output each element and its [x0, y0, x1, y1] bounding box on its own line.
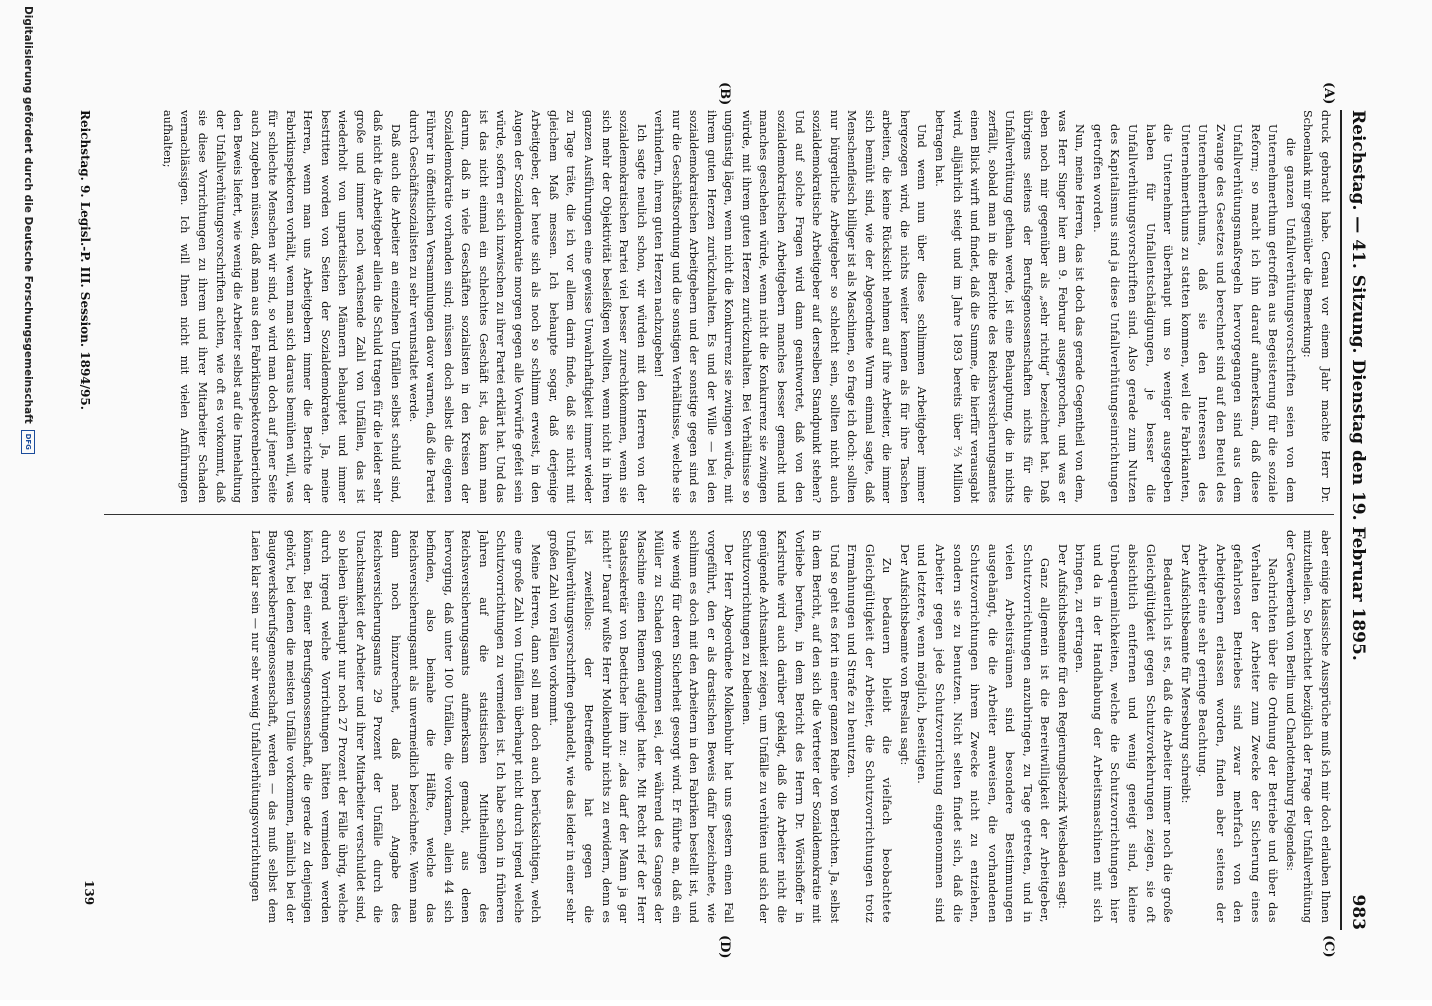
margin-marker-c: (C) [1321, 935, 1336, 958]
digitization-credit [19, 0, 37, 1006]
paragraph: Ich sagte neulich schon, wir würden mit den Herren von der sozialdemokratischen Partei viel besser zurechtkommen, wenn sie sich mehr der Objektivität besleißigen wollten, wenn nicht in ihren ganzen Ausführungen eine gewisse Unwahrhaftigkeit immer wieder zu Tage träte, die ich vor allem darin finde, daß sie nicht mit gleichem Maß messen. Ich behaupte sogar, daß derjenige Arbeitgeber, der heute sich als noch so schlimm erweist, in den Augen der Sozialdemokratie morgen gegen alle Vorwürfe gefeit sein würde, sofern er sich inzwischen zu ihrer Partei erklärt hat. Und das ist das nicht einmal ein schlechtes Geschäft ist, das kann man darum, daß in viele Geschäften sozialisten in den Kreisen der Sozialdemokratie vorhanden sind; müssen doch selbst die eigenen Führer in öffentlichen Versammlungen davor warnen, daß die Partei durch Geschäftssozialisten zu sehr verunstaltet werde. [406, 110, 648, 503]
paragraph: Der Aufsichtsbeamte für Merseburg schreibt: [1178, 544, 1192, 804]
margin-marker-d: (D) [717, 935, 732, 959]
paragraph: Der Aufsichtsbeamte für den Regierungsbezirk Wiesbaden sagt: [1055, 544, 1069, 909]
paragraph: Und so geht es fort in einer ganzen Reihe von Berichten. Ja, selbst in dem Bericht, auf den sich die Vertreter der Sozialdemokratie mit Vorliebe berufen, in dem Bericht des Herrn Dr. Wörishoffer in Karlsruhe wird auch darüber geklagt, daß die Arbeiter nicht die genügende Achtsamkeit zeigen, um Unfälle zu verhüten und sich der Schutzvorrichtungen zu bedienen. [739, 530, 841, 923]
page-header [1344, 110, 1372, 930]
signature-mark: 139 [82, 880, 96, 906]
header-rule [1340, 110, 1342, 930]
running-title: Reichstag. — 41. Sitzung. Dienstag den 19. Februar 1895. [1348, 110, 1368, 661]
paragraph: Der Herr Abgeordnete Molkenbuhr hat uns gestern einen Fall vorgeführt, den er als drastischen Beweis dafür bezeichnete, wie schlimm es doch mit den Arbeitern in den Fabriken bestellt ist, und wie wenig für deren Sicherheit gesorgt wird. Er führte an, daß ein Müller zu Schaden gekommen sei, der während des Ganges der Maschine einen Riemen aufgelegt hatte. Mit Recht rief der Herr Staatssekretär von Boetticher ihm zu: „das darf der Mann ja gar nicht!“ Darauf wußte Herr Molkenbuhr nichts zu erwidern, denn es ist zweifellos: der Betreffende hat gegen die Unfallverhütungsvorschriften gehandelt, wie das leider in einer sehr großen Zahl von Fällen vorkommt. [546, 530, 736, 923]
credit-text: Digitalisierung gefördert durch die Deutsche Forschungsgemeinschaft [22, 6, 34, 424]
paragraph: aber einige klassische Aussprüche muß ich mir doch erlauben Ihnen mitzutheilen. So berichtet bezüglich der Frage der Unfallverhütung der Gewerberath von Berlin und Charlottenburg Folgendes: [1283, 530, 1332, 923]
quoted-passage: Zu bedauern bleibt die vielfach beobachtete Gleichgültigkeit der Arbeiter, die Schutzvorrichtungen trotz Ermahnungen und Strafe zu benutzen. [845, 544, 894, 923]
quoted-passage: die ganzen Unfallverhütungsvorschriften seien von dem Unternehmerthum getroffen aus Begeisterung für die soziale Reform; so macht ich ihn darauf aufmerksam, daß diese Unfallverhütungsmaßregeln hervorgegangen sind aus dem Zwange des Gesetzes und berechnet sind auf den Beutel des Unternehmerthums, daß sie den Interessen des Unternehmerthums zu statten kommen, weil die Fabrikanten, die Unternehmer überhaupt um so weniger ausgegeben haben für Unfallentschädigungen, je besser die Unfallverhütungsvorschriften sind. Also gerade zum Nutzen des Kapitalismus sind ja diese Unfallverhütungseinrichtungen getroffen worden. [1090, 124, 1297, 503]
quoted-passage: Nachrichten über die Ordnung der Betriebe und über das Verhalten der Arbeiter zum Zwecke der Sicherung eines gefahrlosen Betriebes sind zwar mehrfach von den Arbeitgebern erlassen worden, finden aber seitens der Arbeiter eine sehr geringe Beachtung. [1196, 544, 1280, 923]
column-divider [104, 514, 1334, 515]
paragraph: druck gebracht habe. Genau vor einem Jahr machte Herr Dr. Schoenlank mir gegenüber die Bemerkung: [1301, 110, 1332, 503]
right-text-column [104, 530, 1334, 923]
paragraph: Meine Herren, dann soll man doch auch berücksichtigen, welch eine große Zahl von Unfällen überhaupt nicht durch irgend welche Schutzvorrichtungen zu vermeiden ist. Ich habe schon in früheren Jahren auf die statistischen Mittheilungen des Reichsversicherungsamts aufmerksam gemacht, aus denen hervorging, daß unter 100 Unfällen, die vorkamen, allein 44 sich befinden, also beinahe die Hälfte, welche das Reichsversicherungsamt als unvermeidlich bezeichnete. Wenn man dann noch hinzurechnet, daß nach Angabe des Reichsversicherungsamts 29 Prozent der Unfälle durch die Unachtsamkeit der Arbeiter und ihrer Mitarbeiter verschuldet sind, so bleiben überhaupt nur noch 27 Prozent der Fälle übrig, welche durch irgend welche Vorrichtungen hätten vermieden werden können. Bei einer Berufsgenossenschaft, die gerade zu denjenigen gehört, bei denen die meisten Unfälle vorkommen, nämlich bei der Baugewerksberufsgenossenschaft, werden — das muß selbst dem Laien klar sein — nur sehr wenig Unfallverhütungsvorrichtungen [248, 530, 543, 923]
quoted-passage: Ganz allgemein ist die Bereitwilligkeit der Arbeitgeber, Schutzvorrichtungen anzubringen, zu Tage getreten, und in vielen Arbeitsräumen sind besondere Bestimmungen ausgehängt, die die Arbeiter anweisen, die vorhandenen Schutzvorrichtungen ihrem Zwecke nicht zu entziehen, sondern sie zu benutzen. Nicht selten findet sich, daß die Arbeiter gegen jede Schutzvorrichtung eingenommen sind und letztere, wenn möglich, beseitigen. [915, 544, 1052, 923]
paragraph: Daß auch die Arbeiter an einzelnen Unfällen selbst schuld sind, daß nicht die Arbeitgeber allein die Schuld tragen für die leider sehr große und immer noch wachsende Zahl von Unfällen, das ist wiederholt von unparteiischen Männern behauptet und immer bestritten worden von Seiten der Sozialdemokraten. Ja, meine Herren, wenn man uns Arbeitgebern immer die Berichte der Fabrikinspektoren vorhält, wenn man sich daraus bemühen will, was für schlechte Menschen wir sind, so wird man doch auf jener Seite auch zugeben müssen, daß man aus den Fabrikinspektorenberichten den Beweis liefert, wie wenig die Arbeiter selbst auf die Innehaltung der Unfallverhütungsvorschriften achten, wie oft es vorkommt, daß sie diese Vorrichtungen zu ihrem und ihrer Mitarbeiter Schaden vernachlässigen. Ich will Ihnen nicht mit vielen Anführungen aufhalten; [160, 110, 403, 503]
dfg-logo-icon: DFG [21, 430, 35, 454]
page-number: 983 [1348, 894, 1368, 930]
quoted-passage: Bedauerlich ist es, daß die Arbeiter immer noch die große Gleichgültigkeit gegen Schutzvorkehrungen zeigen, sie oft absichtlich entfernen und wenig geneigt sind, kleine Unbequemlichkeiten, welche die Schutzvorrichtungen hier und da in der Handhabung der Arbeitsmaschinen mit sich bringen, zu ertragen. [1073, 544, 1175, 923]
paragraph: Der Aufsichtsbeamte von Breslau sagt: [897, 544, 911, 766]
footer-session-info: Reichstag. 9. Legisl.-P. III. Session. 1894/95. [78, 110, 92, 410]
margin-marker-a: (A) [1321, 82, 1336, 105]
left-text-column [104, 110, 1334, 503]
margin-marker-b: (B) [717, 82, 732, 106]
paragraph: Nun, meine Herren, das ist doch das gerade Gegentheil von dem, was Herr Singer hier am 9. Februar ausgesprochen, und was er eben noch mir gegenüber als „sehr richtig“ bezeichnet hat. Daß übrigens seitens der Berufsgenossenschaften nichts für die Unfallverhütung gethan werde, ist eine Behauptung, die in nichts zerfällt, sobald man in die Berichte des Reichsversicherungsamtes einen Blick wirft und findet, daß die Summe, die hierfür verausgabt wird, alljährlich steigt und im Jahre 1893 bereits über ⅔ Million betragen hat. [932, 110, 1087, 503]
paragraph: Und wenn nun über diese schlimmen Arbeitgeber immer hergezogen wird, die nichts weiter kennen als für ihre Taschen arbeiten, die keine Rücksicht nehmen auf ihre Arbeiter, die immer sich bemüht sind, wie der Abgeordnete Wurm einmal sagte, daß Menschenfleisch billiger ist als Maschinen, so frage ich doch: sollten nur bürgerliche Arbeitgeber so schlecht sein, sollten nicht auch sozialdemokratische Arbeitgeber auf derselben Standpunkt stehen? Und auf solche Fragen wird dann geantwortet, daß von den sozialdemokratischen Arbeitgebern manches besser gemacht und manches geschehen würde, wenn nicht die Konkurrenz sie zwingen würde, mit ihrem guten Herzen zurückzuhalten. Bei Verhältnisse so ungünstig lägen, wenn nicht die Konkurrenz sie zwingen würde, mit ihrem guten Herzen zurückzuhalten. Es und der Wille — bei den sozialdemokratischen Arbeitgebern und der sonstige gegen sind es nur die Geschäftsordnung und die sonstigen Verhältnisse, welche sie verhindern, ihrem guten Herzen nachzugeben! [652, 110, 929, 503]
